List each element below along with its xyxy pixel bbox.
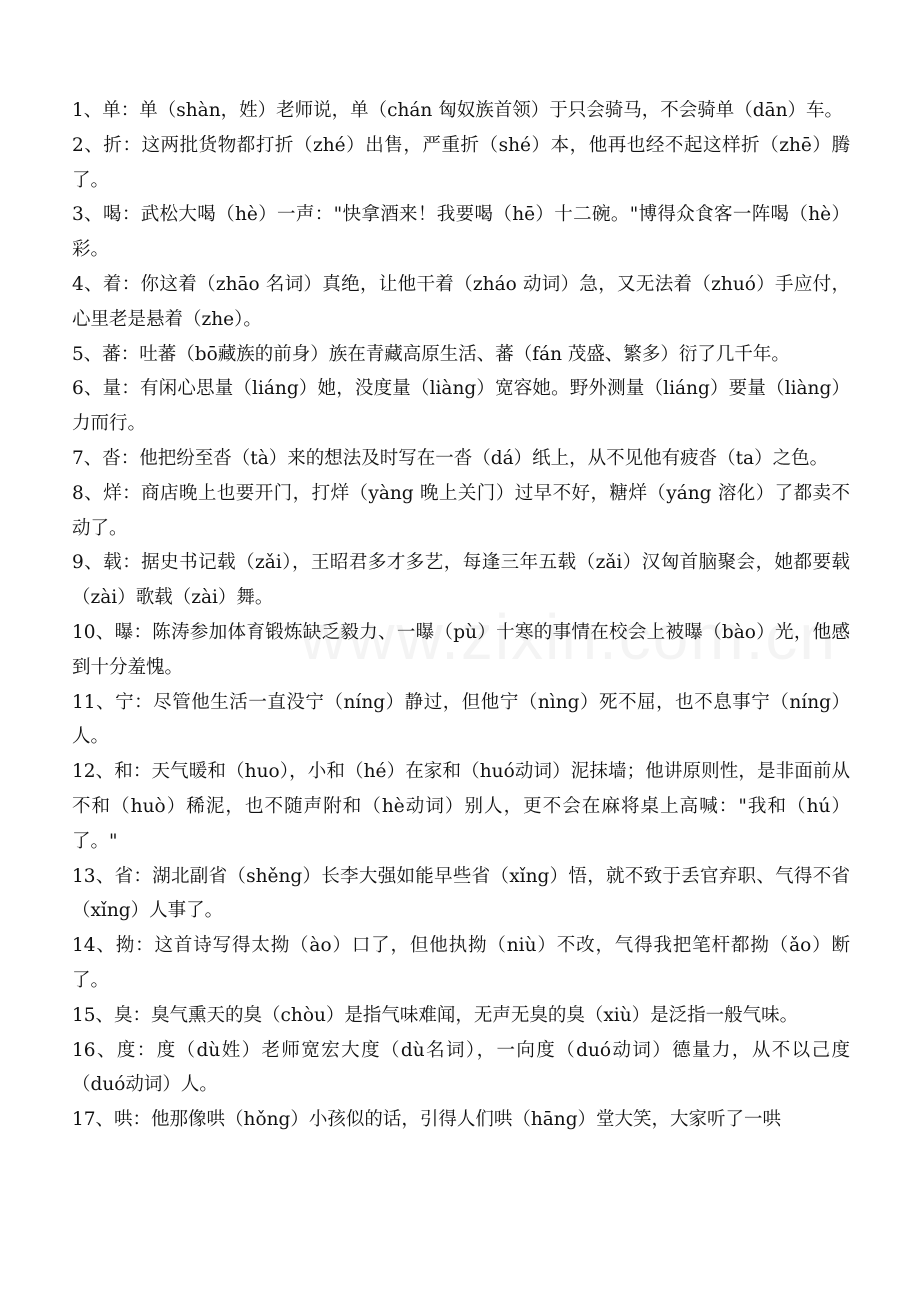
entry-9: 9、载：据史书记载（zǎi），王昭君多才多艺，每逢三年五载（zǎi）汉匈首脑聚会，她都要载（zài）歌载（zài）舞。 <box>72 552 850 609</box>
document-body <box>72 94 850 1138</box>
entry-12: 12、和：天气暖和（huo），小和（hé）在家和（huó动词）泥抹墙；他讲原则性，是非面前从不和（huò）稀泥，也不随声附和（hè动词）别人，更不会在麻将桌上高喊："我和（hú）了。" <box>72 761 850 852</box>
entry-2: 2、折：这两批货物都打折（zhé）出售，严重折（shé）本，他再也经不起这样折（zhē）腾了。 <box>72 134 850 191</box>
entry-15: 15、臭：臭气熏天的臭（chòu）是指气味难闻，无声无臭的臭（xiù）是泛指一般气味。 <box>72 1004 799 1026</box>
entry-1: 1、单：单（shàn，姓）老师说，单（chán 匈奴族首领）于只会骑马，不会骑单（dān）车。 <box>72 100 844 121</box>
entry-7: 7、沓：他把纷至沓（tà）来的想法及时写在一沓（dá）纸上，从不见他有疲沓（ta）之色。 <box>72 447 829 469</box>
entry-8: 8、烊：商店晚上也要开门，打烊（yàng 晚上关门）过早不好，糖烊（yáng 溶化）了都卖不动了。 <box>72 482 850 539</box>
entry-16: 16、度：度（dù姓）老师宽宏大度（dù名词），一向度（duó动词）德量力，从不以己度（duó动词）人。 <box>72 1039 850 1096</box>
entry-5: 5、蕃：吐蕃（bō藏族的前身）族在青藏高原生活、蕃（fán 茂盛、繁多）衍了几千年。 <box>72 343 790 365</box>
entry-3: 3、喝：武松大喝（hè）一声："快拿酒来！我要喝（hē）十二碗。"博得众食客一阵喝（hè）彩。 <box>72 204 850 261</box>
entry-11: 11、宁：尽管他生活一直没宁（níng）静过，但他宁（nìng）死不屈，也不息事宁（níng）人。 <box>72 691 850 748</box>
entry-4: 4、着：你这着（zhāo 名词）真绝，让他干着（zháo 动词）急，又无法着（zhuó）手应付，心里老是悬着（zhe）。 <box>72 273 850 330</box>
entry-13: 13、省：湖北副省（shěng）长李大强如能早些省（xǐng）悟，就不致于丢官弃职、气得不省（xǐng）人事了。 <box>72 865 850 922</box>
entry-17: 17、哄：他那像哄（hǒng）小孩似的话，引得人们哄（hāng）堂大笑，大家听了一哄 <box>72 1109 782 1131</box>
entry-6: 6、量：有闲心思量（liáng）她，没度量（liàng）宽容她。野外测量（liáng）要量（liàng）力而行。 <box>72 378 850 435</box>
entry-10: 10、曝：陈涛参加体育锻炼缺乏毅力、一曝（pù）十寒的事情在校会上被曝（bào）光，他感到十分羞愧。 <box>72 621 850 678</box>
entry-14: 14、拗：这首诗写得太拗（ào）口了，但他执拗（niù）不改，气得我把笔杆都拗（ǎo）断了。 <box>72 935 850 991</box>
